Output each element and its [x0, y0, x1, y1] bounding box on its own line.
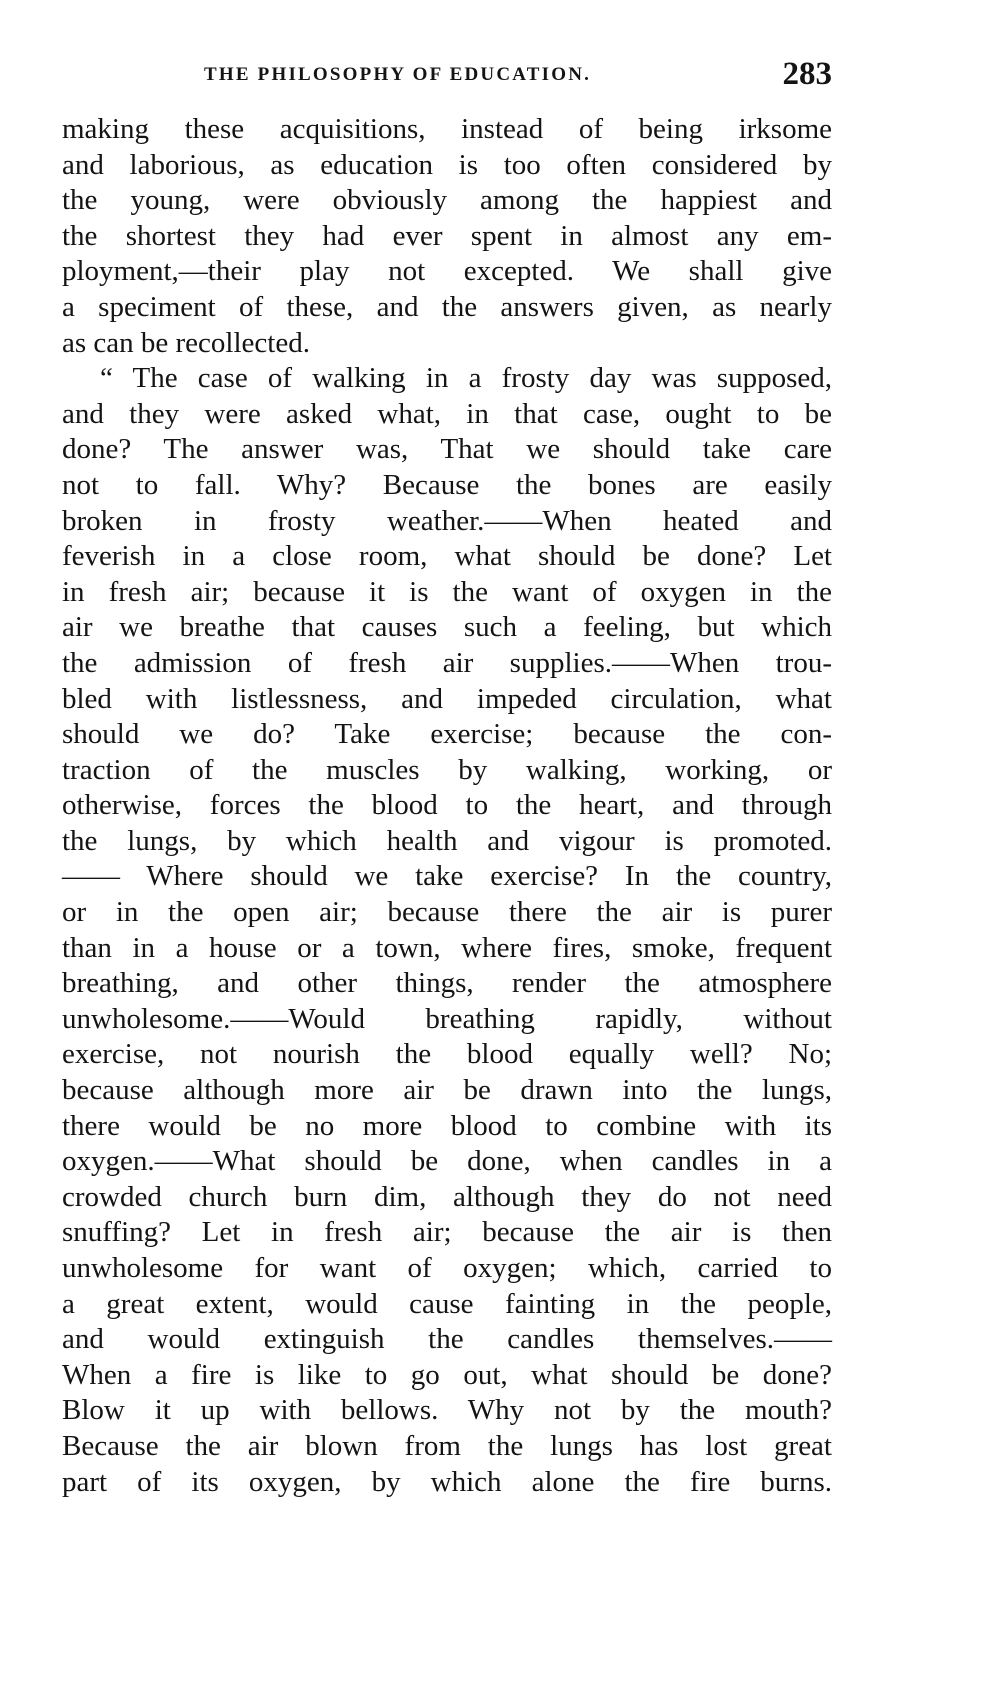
text-line: than in a house or a town, where fires, smoke, frequent: [62, 931, 832, 964]
text-line: the lungs, by which health and vigour is promoted.: [62, 824, 832, 857]
text-line: traction of the muscles by walking, working, or: [62, 753, 832, 786]
text-line: and they were asked what, in that case, ought to be: [62, 397, 832, 430]
text-line: snuffing? Let in fresh air; because the air is then: [62, 1216, 832, 1249]
text-line: should we do? Take exercise; because the con-: [62, 718, 832, 751]
text-line: When a fire is like to go out, what should be done?: [62, 1358, 832, 1391]
text-line: there would be no more blood to combine with its: [62, 1109, 832, 1142]
text-line: feverish in a close room, what should be done? Let: [62, 540, 832, 573]
text-line: ployment,—their play not excepted. We shall give: [62, 255, 832, 288]
text-line: and laborious, as education is too often considered by: [62, 148, 832, 181]
text-line: done? The answer was, That we should take care: [62, 433, 832, 466]
text-line: Because the air blown from the lungs has lost great: [62, 1429, 832, 1462]
text-line: exercise, not nourish the blood equally well? No;: [62, 1038, 832, 1071]
text-line: the young, were obviously among the happiest and: [62, 184, 832, 217]
text-line: in fresh air; because it is the want of oxygen in the: [62, 575, 832, 608]
text-line: the shortest they had ever spent in almost any em-: [62, 219, 832, 252]
text-line: a speciment of these, and the answers given, as nearly: [62, 290, 832, 323]
text-line: making these acquisitions, instead of being irksome: [62, 113, 832, 145]
text-line: unwholesome for want of oxygen; which, carried to: [62, 1252, 832, 1284]
text-line: a great extent, would cause fainting in the people,: [62, 1287, 832, 1320]
text-line: as can be recollected.: [62, 326, 310, 359]
text-line: air we breathe that causes such a feeling, but which: [62, 611, 832, 644]
text-line: unwholesome.——Would breathing rapidly, without: [62, 1002, 832, 1035]
page-header: [62, 58, 832, 98]
text-line: breathing, and other things, render the atmosphere: [62, 967, 832, 1000]
text-line: the admission of fresh air supplies.——When trou-: [62, 646, 832, 679]
text-line: because although more air be drawn into the lungs,: [62, 1074, 832, 1107]
text-line: not to fall. Why? Because the bones are easily: [62, 468, 832, 501]
text-line: broken in frosty weather.——When heated and: [62, 504, 832, 537]
text-line: —— Where should we take exercise? In the country,: [62, 860, 832, 893]
text-line: “ The case of walking in a frosty day was supposed,: [100, 362, 832, 395]
text-line: bled with listlessness, and impeded circulation, what: [62, 682, 832, 715]
text-line: otherwise, forces the blood to the heart, and through: [62, 789, 832, 822]
text-line: and would extinguish the candles themselves.——: [62, 1323, 832, 1356]
text-line: part of its oxygen, by which alone the fire burns.: [62, 1465, 832, 1498]
text-line: crowded church burn dim, although they do not need: [62, 1180, 832, 1213]
body-text: [62, 112, 832, 1500]
running-head: THE PHILOSOPHY OF EDUCATION.: [204, 64, 592, 85]
text-line: oxygen.——What should be done, when candles in a: [62, 1145, 832, 1178]
page-number: 283: [782, 56, 832, 92]
text-line: or in the open air; because there the air is purer: [62, 896, 832, 929]
text-line: Blow it up with bellows. Why not by the mouth?: [62, 1394, 832, 1427]
